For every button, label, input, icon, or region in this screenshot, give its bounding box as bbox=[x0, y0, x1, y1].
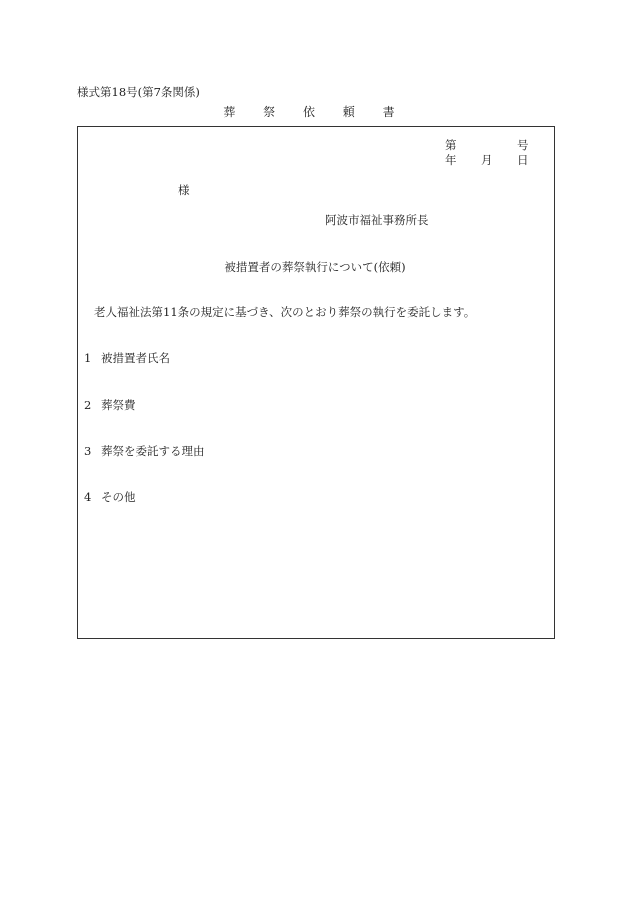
document-title: 葬 祭 依 頼 書 bbox=[223, 105, 407, 119]
item-number: 1 bbox=[84, 351, 92, 365]
item-label: 葬祭費 bbox=[101, 398, 136, 412]
subject-line: 被措置者の葬祭執行について(依頼) bbox=[224, 260, 406, 274]
number-suffix: 号 bbox=[517, 138, 529, 152]
item-number: 3 bbox=[84, 444, 92, 458]
item-number: 2 bbox=[84, 398, 92, 412]
date-year: 年 bbox=[445, 153, 457, 167]
form-frame bbox=[77, 126, 555, 639]
body-text: 老人福祉法第11条の規定に基づき、次のとおり葬祭の執行を委託します。 bbox=[94, 305, 476, 319]
item-label: 葬祭を委託する理由 bbox=[101, 444, 205, 458]
item-label: 被措置者氏名 bbox=[101, 351, 170, 365]
list-item bbox=[84, 350, 170, 366]
list-item bbox=[84, 443, 205, 459]
list-item bbox=[84, 397, 136, 413]
item-number: 4 bbox=[84, 490, 92, 504]
number-prefix: 第 bbox=[445, 138, 457, 152]
form-number: 様式第18号(第7条関係) bbox=[77, 85, 200, 99]
sender-name: 阿波市福祉事務所長 bbox=[325, 213, 429, 227]
addressee-suffix: 様 bbox=[178, 183, 190, 197]
date-day: 日 bbox=[517, 153, 529, 167]
date-month: 月 bbox=[481, 153, 493, 167]
item-label: その他 bbox=[101, 490, 136, 504]
list-item bbox=[84, 489, 136, 505]
